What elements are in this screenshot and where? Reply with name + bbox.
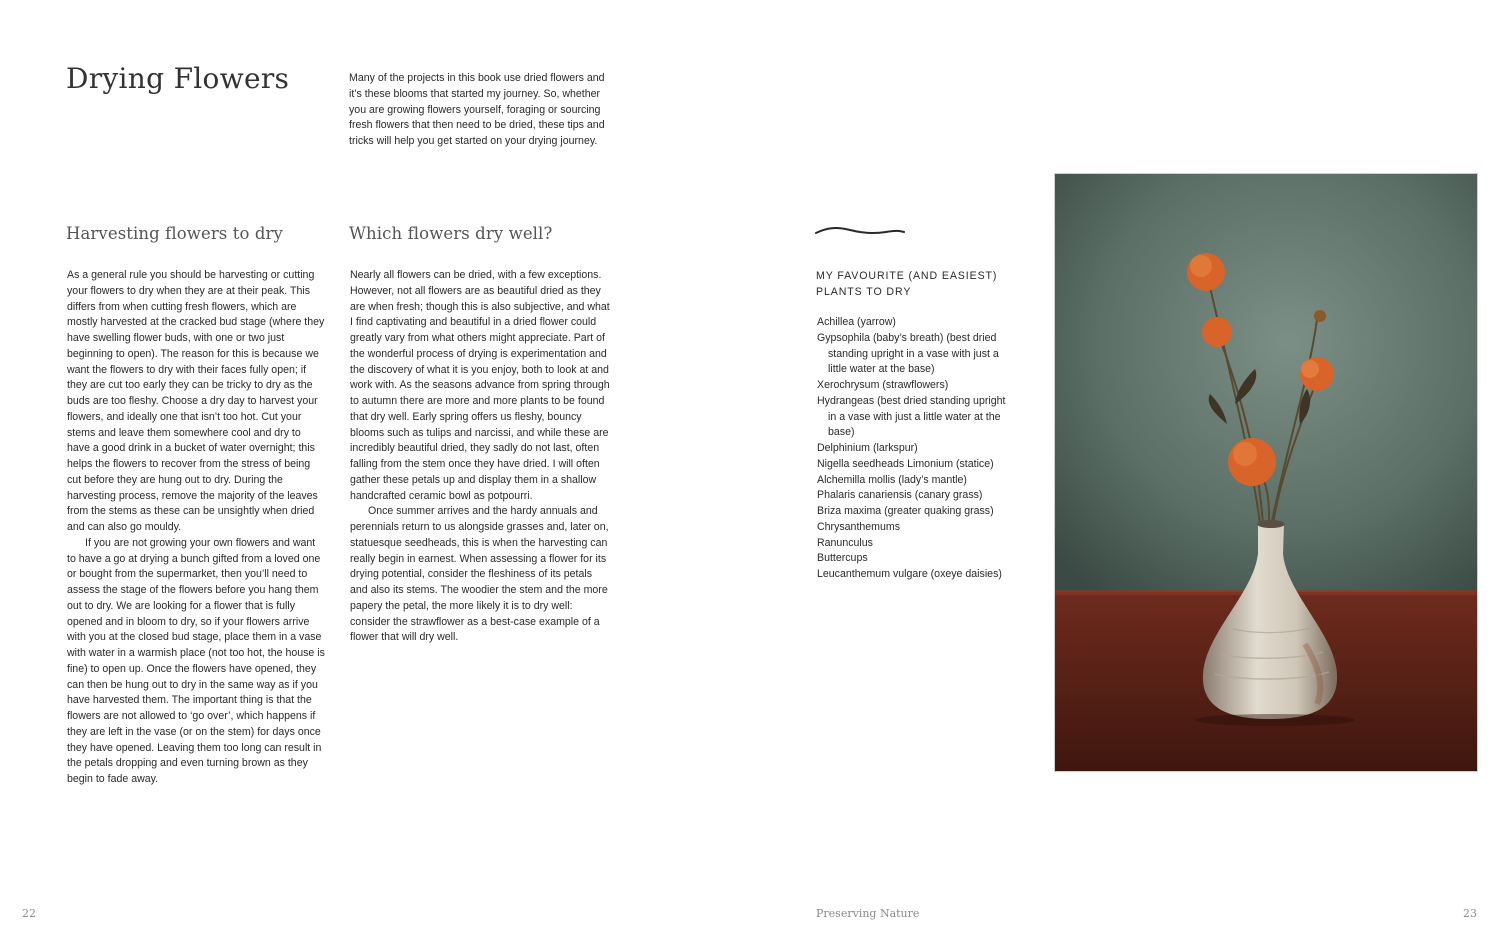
harvesting-heading: Harvesting flowers to dry <box>66 224 283 243</box>
plant-item: Nigella seedheads Limonium (statice) <box>817 457 994 470</box>
harvesting-body <box>67 268 325 788</box>
plant-item: Alchemilla mollis (lady’s mantle) <box>817 473 967 486</box>
which-flowers-paragraph-2: Once summer arrives and the hardy annuals and perennials return to us alongside grasses and, later on, statuesque seedheads, this is when the harvesting can really begin in earnest. When assessing a flower for its drying potential, consider the fleshiness of its petals and also its stems. The woodier the stem and the more papery the petal, the more likely it is to dry well: consider the strawflower as a best-case example of a flower that will dry well. <box>350 505 609 644</box>
plant-item: Leucanthemum vulgare (oxeye daisies) <box>817 568 1002 580</box>
running-footer-title: Preserving Nature <box>816 907 920 920</box>
page-title: Drying Flowers <box>66 62 290 95</box>
photo-illustration <box>1055 174 1478 772</box>
intro-paragraph: Many of the projects in this book use dried flowers and it’s these blooms that started my journey. So, whether you are growing flowers yourself, foraging or sourcing fresh flowers that then need to be dried, these tips and tricks will help you get started on your drying journey. <box>349 72 605 148</box>
plant-item: Xerochrysum (strawflowers) <box>817 379 949 391</box>
which-flowers-paragraph-1: Nearly all flowers can be dried, with a few exceptions. However, not all flowers are as beautiful dried as they are when fresh; though this is also subjective, and what I find captivating and beautiful in a dried flower could greatly vary from what others might appreciate. Part of the wonderful process of drying is experimentation and the discovery of what it is you enjoy, both to look at and work with. As the seasons advance from spring through to autumn there are more and more plants to be found that dry well. Early spring offers us fleshy, bouncy blooms such as tulips and narcissi, and while these are incredibly beautiful dried, they sadly do not last, often falling from the stem once they have dried. I will often gather these petals up and display them in a shallow handcrafted ceramic bowl as potpourri. <box>350 269 610 502</box>
plant-item: Briza maxima (greater quaking grass) <box>817 505 994 517</box>
plant-item: Ranunculus <box>817 536 873 549</box>
dried-flowers-vase-photo <box>1054 173 1478 772</box>
page-number-left: 22 <box>22 907 36 920</box>
plant-item: Phalaris canariensis (canary grass) <box>817 489 983 502</box>
harvesting-paragraph-2: If you are not growing your own flowers and want to have a go at drying a bunch gifted from a loved one or bought from the supermarket, then you’ll need to assess the stage of the flowers before you hang them out to dry. We are looking for a flower that is fully opened and in bloom to dry, so if your flowers arrive with you at the closed bud stage, place them in a vase with water in a warmish place (not too hot, the house is fine) to open up. Once the flowers have opened, they can then be hung out to dry in the same way as if you have harvested them. The important thing is that the flowers are not allowed to ‘go over’, which happens if they are left in the vase (or on the stem) for days once they have opened. Leaving them too long can result in the petals dropping and even turning brown as they begin to fade away. <box>67 536 325 785</box>
plant-item: Buttercups <box>817 552 868 565</box>
plant-item: Achillea (yarrow) <box>817 316 896 328</box>
page-number-right: 23 <box>1463 907 1477 920</box>
favourites-heading <box>816 268 1016 300</box>
plant-item: Hydrangeas (best dried standing upright in a vase with just a little water at the base) <box>817 394 1006 439</box>
decorative-squiggle <box>814 222 906 240</box>
favourites-heading-line-1: MY FAVOURITE (AND EASIEST) <box>816 270 998 282</box>
harvesting-paragraph-1: As a general rule you should be harvesting or cutting your flowers to dry when they are at their peak. This differs from when cutting fresh flowers, which are mostly harvested at the cracked bud stage (where they have swelling flower buds, with one or two just beginning to open). The reason for this is because we want the flowers to dry with their faces fully open; if they are cut too early they can be tricky to dry as the buds are too fleshy. Choose a dry day to harvest your flowers, and ideally one that isn’t too hot. Cut your stems and leave them somewhere cool and dry to have a good drink in a bucket of water overnight; this helps the flowers to recover from the stress of being cut before they are hung out to dry. During the harvesting process, remove the majority of the leaves from the stems as these can be unsightly when dried and can also go mouldy. <box>67 269 325 533</box>
vase-shadow <box>1195 714 1355 726</box>
which-flowers-body <box>350 268 612 646</box>
which-flowers-heading: Which flowers dry well? <box>349 224 553 243</box>
favourites-list <box>817 315 1012 583</box>
plant-item: Chrysanthemums <box>817 520 901 533</box>
plant-item: Gypsophila (baby’s breath) (best dried standing upright in a vase with just a little water at the base) <box>817 331 999 376</box>
plant-item: Delphinium (larkspur) <box>817 442 918 454</box>
favourites-heading-line-2: PLANTS TO DRY <box>816 286 912 298</box>
